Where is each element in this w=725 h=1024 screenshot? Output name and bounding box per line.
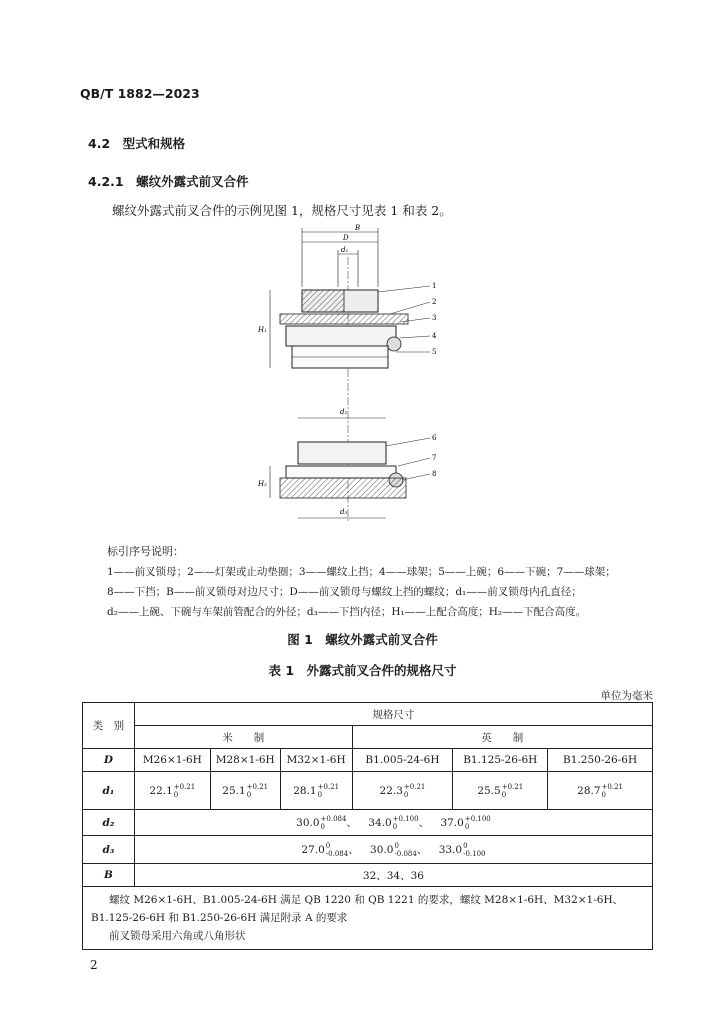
- row-label: D: [83, 749, 135, 772]
- table-cell: [210, 772, 280, 810]
- table-note-row: [83, 887, 653, 950]
- note-2: 前叉锁母采用六角或八角形状: [109, 930, 246, 942]
- section-heading: 4.2 型式和规格: [88, 136, 186, 151]
- doc-code: QB/T 1882—2023: [80, 86, 200, 101]
- table-cell: B1.250-26-6H: [548, 749, 653, 772]
- callout-1: 1: [432, 282, 437, 290]
- legend-line: 8——下挡；B——前叉锁母对边尺寸；D——前叉锁母与螺纹上挡的螺纹；d₁——前叉锁母内孔直径；: [107, 586, 582, 598]
- row-label: d₂: [83, 810, 135, 836]
- tolerance-value: 25.1 +0.21 0: [222, 782, 269, 799]
- table-cell: B1.125-26-6H: [453, 749, 548, 772]
- spec-table: [82, 702, 653, 950]
- dim-H1: H₁: [258, 326, 267, 334]
- note-1: 螺纹 M26×1-6H、B1.005-24-6H 满足 QB 1220 和 QB 1221 的要求，螺纹 M28×1-6H、M32×1-6H、B1.125-26-6H 和 B1.250-26-6H 满足附录 A 的要求: [91, 894, 624, 924]
- table-row: [83, 772, 653, 810]
- header-metric: 米 制: [134, 726, 352, 749]
- header-category: 类 别: [83, 703, 135, 749]
- table-cell: [548, 772, 653, 810]
- tolerance-value: 22.1 +0.21 0: [149, 782, 196, 799]
- callout-6: 6: [432, 434, 437, 442]
- legend-line: 1——前叉锁母；2——灯架或止动垫圈；3——螺纹上挡；4——球架；5——上碗；6——下碗；7——球架；: [107, 566, 616, 578]
- table-row: [83, 810, 653, 836]
- table-cell: [453, 772, 548, 810]
- figure-caption: 图 1 螺纹外露式前叉合件: [287, 632, 438, 647]
- callout-3: 3: [432, 314, 437, 322]
- tolerance-value: 27.0 0 -0.084: [301, 841, 349, 858]
- callout-5: 5: [432, 348, 437, 356]
- legend-title: 标引序号说明：: [107, 545, 184, 558]
- tolerance-value: 28.1 +0.21 0: [293, 782, 340, 799]
- dim-D: D: [343, 234, 349, 242]
- legend-line: d₂——上碗、下碗与车架前管配合的外径；d₃——下挡内径；H₁——上配合高度；H₂——下配合高度。: [107, 606, 587, 618]
- table-note: [83, 887, 653, 950]
- table-cell: 27.0 0 -0.084 、 30.0 0 -0.084 、 33.0 0 -0.100: [134, 836, 652, 864]
- tolerance-value: 22.3 +0.21 0: [379, 782, 426, 799]
- tolerance-value: 28.7 +0.21 0: [577, 782, 623, 799]
- table-cell: 32、34、36: [134, 864, 652, 887]
- table-cell: [134, 772, 210, 810]
- table-cell: [280, 772, 352, 810]
- row-label: d₁: [83, 772, 135, 810]
- table-caption: 表 1 外露式前叉合件的规格尺寸: [268, 663, 457, 678]
- table-cell: B1.005-24-6H: [352, 749, 453, 772]
- subsection-heading: 4.2.1 螺纹外露式前叉合件: [88, 174, 249, 189]
- intro-paragraph: 螺纹外露式前叉合件的示例见图 1，规格尺寸见表 1 和表 2。: [112, 203, 452, 218]
- header-spec: 规格尺寸: [134, 703, 652, 726]
- table-cell: M26×1-6H: [134, 749, 210, 772]
- callout-2: 2: [432, 298, 437, 306]
- row-label: d₃: [83, 836, 135, 864]
- tolerance-value: 34.0 +0.100 0: [368, 814, 419, 831]
- dim-d2: d₂: [340, 408, 348, 416]
- callout-4: 4: [432, 332, 437, 340]
- header-imperial: 英 制: [352, 726, 652, 749]
- dim-d1: d₁: [341, 246, 349, 254]
- headset-drawing: [250, 222, 480, 532]
- tolerance-value: 30.0 0 -0.084: [370, 841, 417, 858]
- tolerance-value: 25.5 +0.21 0: [477, 782, 524, 799]
- row-label: B: [83, 864, 135, 887]
- tolerance-value: 30.0 +0.084 0: [296, 814, 347, 831]
- dim-d3: d₃: [340, 508, 348, 516]
- callout-7: 7: [432, 454, 437, 462]
- table-cell: M28×1-6H: [210, 749, 280, 772]
- table-row: [83, 864, 653, 887]
- table-row: [83, 749, 653, 772]
- table-cell: 30.0 +0.084 0 、 34.0 +0.100 0 、 37.0 +0.100 0: [134, 810, 652, 836]
- unit-label: 单位为毫米: [600, 690, 653, 702]
- tolerance-value: 37.0 +0.100 0: [440, 814, 491, 831]
- callout-8: 8: [432, 470, 437, 478]
- table-cell: [352, 772, 453, 810]
- table-cell: M32×1-6H: [280, 749, 352, 772]
- tolerance-value: 33.0 0 -0.100: [438, 841, 486, 858]
- dim-B: B: [355, 224, 361, 232]
- page-number: 2: [90, 958, 98, 972]
- table-row: [83, 836, 653, 864]
- dim-H2: H₂: [258, 480, 267, 488]
